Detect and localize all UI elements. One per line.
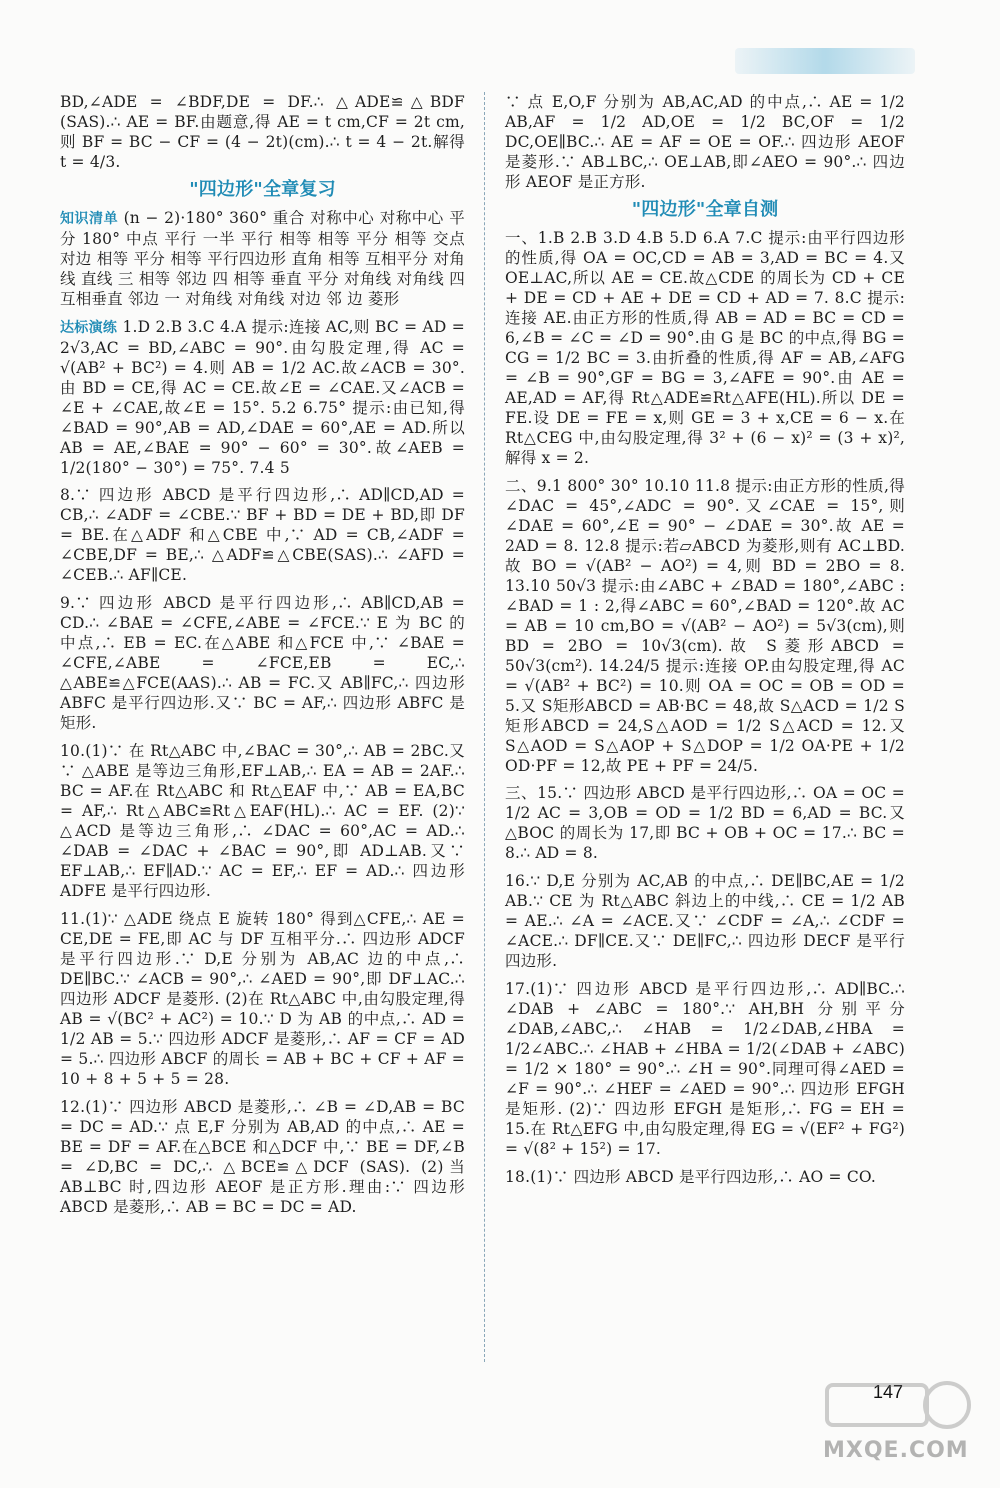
left-column (60, 92, 465, 1224)
knowledge-list-text: (n − 2)·180° 360° 重合 对称中心 对称中心 平分 180° 中点 平行 一半 平行 相等 相等 平分 相等 交点 对边 相等 平分 相等 平行四边形 直角 相等 互相平分 对角线 直线 三 相等 邻边 四 相等 垂直 平分 对角线 对角线 四 互相垂直 邻边 一 对角线 对角线 对边 邻 边 菱形 (60, 208, 465, 308)
paragraph: ∵ 点 E,O,F 分别为 AB,AC,AD 的中点,∴ AE = 1/2 AB,AF = 1/2 AD,OE = 1/2 BC,OF = 1/2 DC,OE∥BC.∴ AE = AF = OE = OF.∴ 四边形 AEOF 是菱形.∵ AB⊥BC,∴ OE⊥AB,即∠AEO = 90°.∴ 四边形 AEOF 是正方形. (505, 93, 905, 191)
paragraph: 一、1.B 2.B 3.D 4.B 5.D 6.A 7.C 提示:由平行四边形的性质,得 OA = OC,CD = AB = 3,AD = BC = 4.又 OE⊥AC,所以 AE = CE.故△CDE 的周长为 CD + CE + DE = CD + AE + DE = CD + AD = 7. 8.C 提示:连接 AE.由正方形的性质,得 AB = AD = BC = CD = 6,∠B = ∠C = ∠D = 90°.由 G 是 BC 的中点,得 BG = CG = 1/2 BC = 3.由折叠的性质,得 AF = AB,∠AFG = ∠B = 90°,GF = BG = 3,∠AFE = 90°.由 AE = AE,AD = AF,得 Rt△ADE≌Rt△AFE(HL).所以 DE = FE.设 DE = FE = x,则 GE = 3 + x,CE = 6 − x.在 Rt△CEG 中,由勾股定理,得 3² + (6 − x)² = (3 + x)²,解得 x = 2. (505, 228, 905, 467)
paragraph: 10.(1)∵ 在 Rt△ABC 中,∠BAC = 30°,∴ AB = 2BC.又∵ △ABE 是等边三角形,EF⊥AB,∴ EA = AB = 2AF.∴ BC = AF.在 Rt△ABC 和 Rt△EAF 中,∵ AB = EA,BC = AF,∴ Rt△ABC≌Rt△EAF(HL).∴ AC = EF. (2)∵ △ACD 是等边三角形,∴ ∠DAC = 60°,AC = AD.∴ ∠DAB = ∠DAC + ∠BAC = 90°,即 AD⊥AB.又∵ EF⊥AB,∴ EF∥AD.∵ AC = EF,∴ EF = AD.∴ 四边形 ADFE 是平行四边形. (60, 741, 465, 900)
label-knowledge-list: 知识清单 (60, 210, 119, 227)
column-divider (484, 92, 485, 1362)
page-number: 147 (873, 1382, 904, 1402)
practice-text: 1.D 2.B 3.C 4.A 提示:连接 AC,则 BC = AD = 2√3,AC = BD,∠ABC = 90°.由勾股定理,得 AC = √(AB² + BC²) = 4.则 AB = 1/2 AC.故∠ACB = 30°.由 BD = CE,得 AC = CE.故∠E = ∠CAE.又∠ACB = ∠E + ∠CAE,故∠E = 15°. 5.2 6.75° 提示:由已知,得 ∠BAD = 90°,AB = AD,∠DAE = 60°,AE = AD.所以 AB = AE,∠BAE = 90° − 60° = 30°.故∠AEB = 1/2(180° − 30°) = 75°. 7.4 5 (60, 317, 465, 477)
paragraph: 二、9.1 800° 30° 10.10 11.8 提示:由正方形的性质,得∠DAC = 45°,∠ADC = 90°.又∠CAE = 15°,则 ∠DAE = 60°,∠E = 90° − ∠DAE = 30°.故 AE = 2AD = 8. 12.8 提示:若▱ABCD 为菱形,则有 AC⊥BD.故 BO = √(AB² − AO²) = 4,则 BD = 2BO = 8. 13.10 50√3 提示:由∠ABC + ∠BAD = 180°,∠ABC : ∠BAD = 1 : 2,得∠ABC = 60°,∠BAD = 120°.故 AC = AB = 10 cm,BO = √(AB² − AO²) = 5√3(cm),则 BD = 2BO = 10√3(cm).故 S菱形ABCD = 50√3(cm²). 14.24/5 提示:连接 OP.由勾股定理,得 AC = √(AB² + BC²) = 10.则 OA = OC = OB = OD = 5.又 S矩形ABCD = AB·BC = 48,故 S△ACD = 1/2 S矩形ABCD = 24,S△AOD = 1/2 S△ACD = 12.又 S△AOD = S△AOP + S△DOP = 1/2 OA·PE + 1/2 OD·PF = 12,故 PE + PF = 24/5. (505, 476, 905, 775)
knowledge-list (60, 208, 465, 309)
paragraph: 17.(1)∵ 四边形 ABCD 是平行四边形,∴ AD∥BC.∴ ∠DAB + ∠ABC = 180°.∵ AH,BH 分别平分∠DAB,∠ABC,∴ ∠HAB = 1/2∠DAB,∠HBA = 1/2∠ABC.∴ ∠HAB + ∠HBA = 1/2(∠DAB + ∠ABC) = 1/2 × 180° = 90°.∴ ∠H = 90°.同理可得∠AED = ∠F = 90°.∴ ∠HEF = ∠AED = 90°.∴ 四边形 EFGH 是矩形. (2)∵ 四边形 EFGH 是矩形,∴ FG = EH = 15.在 Rt△EFG 中,由勾股定理,得 EG = √(EF² + FG²) = √(8² + 15²) = 17. (505, 979, 905, 1158)
section-heading-selftest: "四边形"全章自测 (631, 198, 779, 220)
watermark-text: MXQE.COM (823, 1438, 969, 1463)
right-column (505, 92, 905, 1195)
header-decoration (735, 48, 915, 74)
section-heading-review: "四边形"全章复习 (189, 178, 336, 200)
paragraph: 11.(1)∵ △ADE 绕点 E 旋转 180° 得到△CFE,∴ AE = CE,DE = FE,即 AC 与 DF 互相平分.∴ 四边形 ADCF 是平行四边形.∵ D,E 分别为 AB,AC 边的中点,∴ DE∥BC.∵ ∠ACB = 90°,∴ ∠AED = 90°,即 DF⊥AC.∴ 四边形 ADCF 是菱形. (2)在 Rt△ABC 中,由勾股定理,得 AB = √(BC² + AC²) = 10.∵ D 为 AB 的中点,∴ AD = 1/2 AB = 5.∵ 四边形 ADCF 是菱形,∴ AF = CF = AD = 5.∴ 四边形 ABCF 的周长 = AB + BC + CF + AF = 10 + 8 + 5 + 5 = 28. (60, 909, 465, 1088)
paragraph: BD,∠ADE = ∠BDF,DE = DF.∴ △ADE≌△BDF (SAS).∴ AE = BF.由题意,得 AE = t cm,CF = 2t cm,则 BF = BC − CF = (4 − 2t)(cm).∴ t = 4 − 2t.解得 t = 4/3. (60, 93, 465, 171)
paragraph: 9.∵ 四边形 ABCD 是平行四边形,∴ AB∥CD,AB = CD.∴ ∠BAE = ∠CFE,∠ABE = ∠FCE.∵ E 为 BC 的中点,∴ EB = EC.在△ABE 和△FCE 中,∵ ∠BAE = ∠CFE,∠ABE = ∠FCE,EB = EC,∴ △ABE≌△FCE(AAS).∴ AB = FC.又 AB∥FC,∴ 四边形 ABFC 是平行四边形.又∵ BC = AF,∴ 四边形 ABFC 是矩形. (60, 594, 465, 733)
paragraph: 三、15.∵ 四边形 ABCD 是平行四边形,∴ OA = OC = 1/2 AC = 3,OB = OD = 1/2 BD = 6,AD = BC.又△BOC 的周长为 17,即 BC + OB + OC = 17.∴ BC = 8.∴ AD = 8. (505, 784, 905, 863)
paragraph: 8.∵ 四边形 ABCD 是平行四边形,∴ AD∥CD,AD = CB,∴ ∠ADF = ∠CBE.∵ BF + BD = DE + BD,即 DF = BE.在△ADF 和△CBE 中,∵ AD = CB,∠ADF = ∠CBE,DF = BE,∴ △ADF≌△CBE(SAS).∴ ∠AFD = ∠CEB.∴ AF∥CE. (60, 486, 465, 585)
paragraph: 16.∵ D,E 分别为 AC,AB 的中点,∴ DE∥BC,AE = 1/2 AB.∵ CE 为 Rt△ABC 斜边上的中线,∴ CE = 1/2 AB = AE.∴ ∠A = ∠ACE.又∵ ∠CDF = ∠A,∴ ∠CDF = ∠ACE.∴ DF∥CE.又∵ DE∥FC,∴ 四边形 DECF 是平行四边形. (505, 872, 905, 971)
practice-answers (60, 317, 465, 478)
paragraph: 18.(1)∵ 四边形 ABCD 是平行四边形,∴ AO = CO. (505, 1167, 877, 1186)
paragraph: 12.(1)∵ 四边形 ABCD 是菱形,∴ ∠B = ∠D,AB = BC = DC = AD.∵ 点 E,F 分别为 AB,AD 的中点,∴ AE = BE = DF = AF.在△BCE 和△DCF 中,∵ BE = DF,∠B = ∠D,BC = DC,∴ △BCE≌△DCF (SAS). (2)当 AB⊥BC 时,四边形 AEOF 是正方形.理由:∵ 四边形 ABCD 是菱形,∴ AB = BC = DC = AD. (60, 1097, 465, 1216)
label-practice: 达标演练 (60, 319, 118, 336)
